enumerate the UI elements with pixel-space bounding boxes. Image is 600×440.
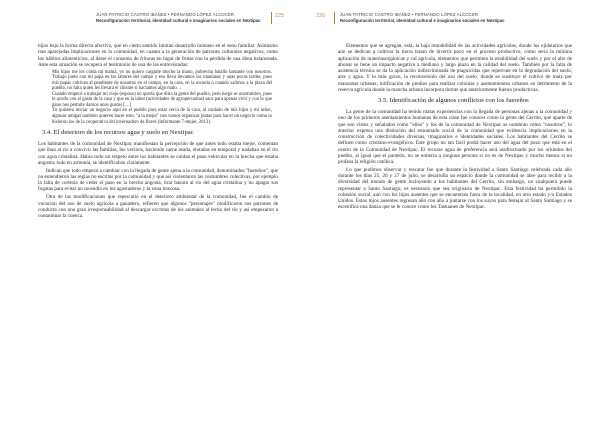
page-number-right: 226: [316, 13, 326, 19]
right-page: [300, 0, 600, 440]
quote-paragraph: Cuando empecé a trabajar mi viejo (esposo) no quería que diría la gente del pueblo, pero luego se acostumbro, pues le ayudo con el gasto de la casa y que en la labor (actividades de agropecuarias) saca para apenas vivir y con lo que gano nos permite darnos unos gustos […]: [52, 91, 272, 108]
header-authors: JUAN PATRICIO CASTRO IBÁÑEZ • FERNANDO LÓPEZ ALCOCER: [96, 12, 235, 17]
paragraph: Otra de las modificaciones que repercutió en el deterioro ambiental de la comunidad, fue el cambio de vocación del uso de suelo agrícola a ganadero, refieren que algunos "personajes" modificaron sus patrones de conducta con una gran irresponsabilidad al descargar excretas de los animales al lecho del río y así empezaron a contaminar la cuenca.: [38, 194, 278, 219]
paragraph: Elementos que se agregan, está, la baja rentabilidad de las actividades agrícolas, donde los ejidatarios que aún se dedican a cultivar la tierra tratan de invertir poco en el proceso productivo, como sería la mínima aplicación de materiasorgánicas y cal agrícola, elementos que permiten la estabilidad del suelo y por el alto de abonar se tiene un impacto negativo a mediano y largo plazo en la calidad del suelo. También por la falta de asistencia técnica se da la aplicación indiscriminada de plaguicidas que repercute en la degradación del suelo, aire y agua. Y lo más grave, la reconversión del uso del suelo, donde se sustituye el cultivo de maíz por manzanas urbanas; lotificación de predios para realizar colonias y asentamientos urbanos en detrimento de la reserva agrícola donde la mancha urbana incorpora tierras que anteriormente fueron productivas.: [338, 43, 572, 93]
right-running-header: [340, 12, 550, 24]
quote-paragraph: Mis hijos me los cuida mi mamá, yo no quiero cargarle mucho la mano, pobrecita batallo bastante con nosotros. Trabajo junto con mi papá en las labores del campo y eso lleva llevamos las maníanas y unas pocas tardes, pues mis papás cultivan al pendiente de nosotros en el campo, en la casa, en la escuela o cuando salimos a la plaza del pueblo, no falta quien les llevará el chisme si hacíamos algo malo…: [52, 69, 272, 92]
header-title: Reconfiguración territorial, identidad cultural e imaginarios sociales en Nextipac: [340, 18, 505, 23]
left-page-body: [38, 43, 278, 221]
header-authors: JUAN PATRICIO CASTRO IBÁÑEZ • FERNANDO LÓPEZ ALCOCER: [340, 12, 479, 17]
paragraph: La gente de la comunidad ha tenido malas experiencias con la llegada de personas ajenas a la comunidad y uno de los primeros asentamientos humanos de esta clase fue conocer como la gente del Cerrito, que aparte de que son vistos y señalados como "ellos" y los de la comunidad de Nextipac se nombran como "nosotros", lo anterior expresa una distinción del entramado social de la comunidad que evidencia implicaciones en la construcción de colectividades diversas, imaginarios e identidades sociales. Los habitantes del Cerrito se definen como cristiano-evangélicos. Este grupo no tan fácil podrá hacer uso del agua del pozo que está en el centro de la Comunidad de Nextipac. El recurso agua de preferencia será usufructuado por los oriundos del pueblo, al igual que el panteón, no se entierra a ninguna persona si no es de Nextipac y mucho menos si no profesa la religión católica.: [338, 109, 572, 165]
paragraph: Indican que todo empezó a cambiar con la llegada de gente ajena a la comunidad, denominados "fuereños", que no entendieron las reglas no escritas por la comunidad y que así violentaron las costumbres colectivas, por ejemplo la falta de cortesía de ceder el paso en la brecha angosta, tirar basura al río del agua cristalina y no apagar sus fogatas para evitar un incendio en los agostaderos y la zona boscosa.: [38, 167, 278, 193]
section-heading: 3.5. Identificación de algunos conflictos con los fuereños: [378, 97, 529, 104]
paragraph: hijos bajo la forma directa afectiva, que en cierto sentido limitan desarrollo humano en el seno familiar. Asimismo trae aparejadas implicaciones en la comunidad, en cuanto a la generación de patrones culturales negativos, como los hábitos alimenticios, al darse el consumo de frituras en lugar de frutas con la pérdida de una dieta balanceada. Ante esta situación se recupera el testimonio de una de las entrevistadas:: [38, 43, 278, 68]
page-number-left: 225: [275, 13, 285, 19]
left-running-header: [96, 12, 266, 24]
testimony-quote: [52, 70, 272, 125]
paragraph: Los habitantes de la comunidad de Nextipac manifiestan la percepción de que antes todo estaba mejor, comentan que iban al río a convivir las familias, los vecinos, haciendo carne asada, elotadas en temporal y nadaban en el río con agua cristalina. Había todo un respeto entre los habitantes se cuidan el paso vehicular en la brecha que estaba angosta, todo en armonía, se identificaban claramente.: [38, 141, 278, 166]
right-page-body: [338, 43, 572, 212]
paragraph: Lo que pudimos observar y rescatar fue que durante la festividad a Santo Santiago celebrada cada año durante los días 25, 26 y 27 de julio, se desarrolla un espacio donde la comunidad se abre para recibir a la diversidad del mundo de gente incluyendo a los habitantes del Cerrito, sin embargo, no cualquiera puede representar a Santo Santiago, es necesario que sea originario de Nextipac. Esta festividad ha permitido la cohesión social, aun con los hijos ausentes que se encuentran fuera de la localidad, en otro estado y/o Estados Unidos. Estos hijos ausentes regresan año con año a juntarse con los suyos para festejar al Santo Santiago y se escenifica una danza que se le conoce como los Tastuanes de Nextipac.: [338, 166, 572, 211]
quote-paragraph: Yo quisiera iniciar un negocio aquí en el pueblo para estar cerca de la casa, al cuidado de mis hijos y mi señor, algunas amigas también quieren hacer esto, "a la mejor" nos vamos organizar juntas para hacer un negocio como lo hicieron los de la cooperativa del invernadero de flores (Informante 7-mujer, 2013).: [52, 108, 272, 125]
header-title: Reconfiguración territorial, identidad cultural e imaginarios sociales en Nextipac: [96, 18, 261, 23]
section-heading: 3.4. El deterioro de los recursos agua y suelo en Nextipac: [42, 129, 194, 137]
header-divider: [271, 12, 272, 24]
header-divider: [334, 12, 335, 24]
